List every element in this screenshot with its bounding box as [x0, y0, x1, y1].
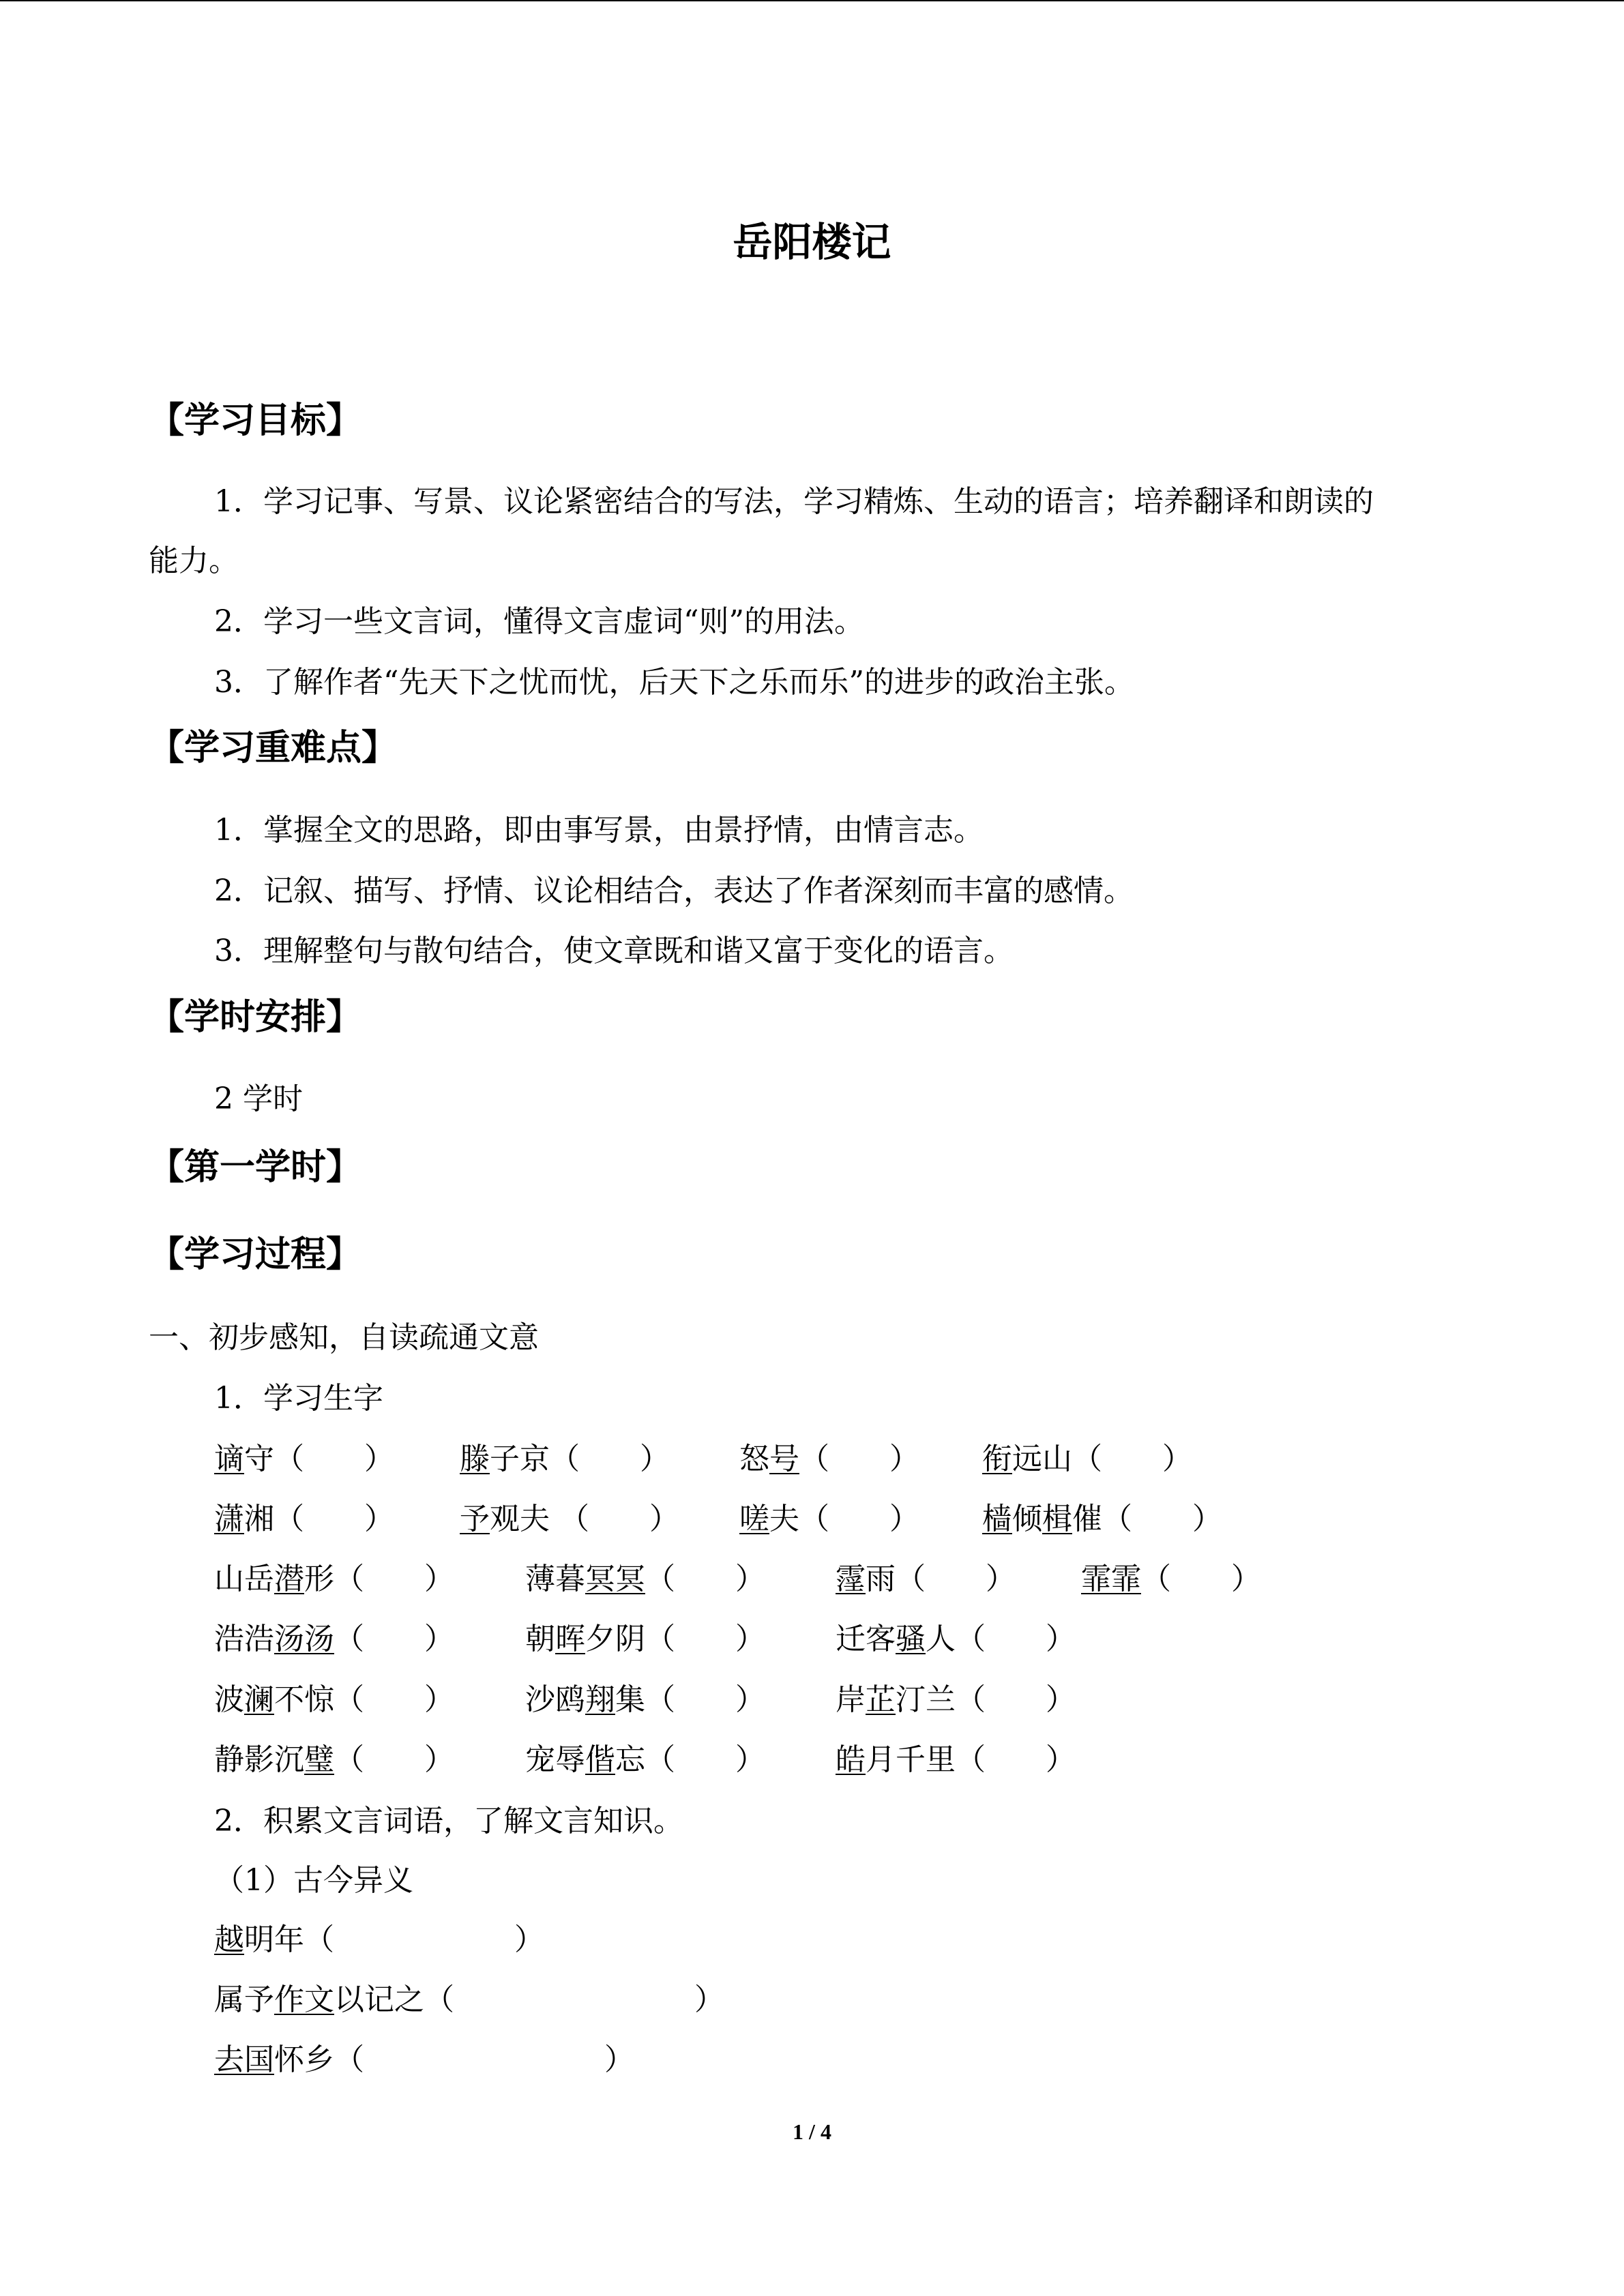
vocab-text: 岸 [836, 1682, 866, 1717]
vocab-item [525, 1741, 765, 1779]
vocab-item [525, 1560, 765, 1598]
vocab-item [836, 1560, 1016, 1598]
vocab-text: （ ） [645, 1562, 765, 1596]
vocab-item [214, 1440, 394, 1478]
key-points-item-1: 1．掌握全文的思路，即由事写景，由景抒情，由情言志。 [214, 813, 984, 848]
underlined-char: 晖 [555, 1622, 585, 1656]
vocab-text: 湘（ ） [244, 1502, 394, 1536]
vocab-text: 观夫 （ ） [490, 1502, 679, 1536]
vocab-text: 山岳 [214, 1562, 274, 1596]
underlined-char: 越 [214, 1922, 244, 1957]
vocab-text: 属予 [214, 1982, 274, 2017]
underlined-char: 澜 [244, 1682, 274, 1717]
vocab-item [525, 1620, 765, 1658]
underlined-char: 作文 [274, 1982, 334, 2017]
vocab-item [1081, 1560, 1261, 1598]
goals-item-2: 2．学习一些文言词，懂得文言虚词“则”的用法。 [214, 604, 864, 639]
vocab-text: 月千里（ ） [866, 1742, 1076, 1777]
goals-item-3: 3．了解作者“先天下之忧而忧，后天下之乐而乐”的进步的政治主张。 [214, 665, 1134, 700]
gujin-item [214, 1921, 544, 1959]
heading-process: 【学习过程】 [149, 1234, 362, 1275]
vocab-text: 人（ ） [926, 1622, 1076, 1656]
goals-item-1-cont: 能力。 [149, 543, 239, 578]
vocab-text: 迁客 [836, 1622, 896, 1656]
key-points-item-3: 3．理解整句与散句结合，使文章既和谐又富于变化的语言。 [214, 934, 1014, 968]
vocab-text: 倾 [1012, 1502, 1042, 1536]
heading-first-period: 【第一学时】 [149, 1147, 362, 1188]
vocab-item [836, 1681, 1076, 1719]
underlined-char: 樯 [982, 1502, 1012, 1536]
top-border-line [0, 0, 1624, 1]
vocab-text: 宠辱 [525, 1742, 585, 1777]
underlined-char: 骚 [896, 1622, 926, 1656]
vocab-text: 汀兰（ ） [896, 1682, 1076, 1717]
vocab-text: 忘（ ） [615, 1742, 765, 1777]
underlined-char: 汤汤 [274, 1622, 334, 1656]
vocab-text: 薄暮 [525, 1562, 585, 1596]
heading-schedule: 【学时安排】 [149, 997, 362, 1038]
underlined-char: 楫 [1042, 1502, 1072, 1536]
vocab-text: 夕阴（ ） [585, 1622, 765, 1656]
key-points-item-2: 2．记叙、描写、抒情、议论相结合，表达了作者深刻而丰富的感情。 [214, 874, 1134, 908]
goals-item-1: 1．学习记事、写景、议论紧密结合的写法，学习精炼、生动的语言；培养翻译和朗读的 [214, 484, 1374, 519]
underlined-char: 衔 [982, 1442, 1012, 1476]
process-sub-2-1: （1）古今异义 [214, 1863, 413, 1898]
vocab-text: 远山（ ） [1012, 1442, 1192, 1476]
underlined-char: 璧 [304, 1742, 334, 1777]
underlined-char: 去国 [214, 2042, 274, 2077]
vocab-item [214, 1681, 454, 1719]
vocab-text: 怀乡（ ） [274, 2042, 634, 2077]
vocab-text: 雨（ ） [866, 1562, 1016, 1596]
underlined-char: 潜 [274, 1562, 304, 1596]
vocab-text: 子京（ ） [490, 1442, 670, 1476]
vocab-text: 沙鸥 [525, 1682, 585, 1717]
vocab-text: 守（ ） [244, 1442, 394, 1476]
vocab-item [214, 1620, 454, 1658]
page-number: 1 / 4 [793, 2119, 831, 2144]
heading-key-points: 【学习重难点】 [149, 728, 398, 769]
schedule-text: 2 学时 [214, 1082, 303, 1116]
process-sub-2: 2．积累文言词语，了解文言知识。 [214, 1804, 683, 1838]
vocab-text: （ ） [334, 1622, 454, 1656]
underlined-char: 霏霏 [1081, 1562, 1141, 1596]
vocab-text: 明年（ ） [244, 1922, 544, 1957]
underlined-char: 皓 [836, 1742, 866, 1777]
underlined-char: 滕 [460, 1442, 490, 1476]
gujin-item [214, 2041, 634, 2079]
vocab-text: 集（ ） [615, 1682, 765, 1717]
vocab-item [214, 1741, 454, 1779]
underlined-char: 谪 [214, 1442, 244, 1476]
underlined-char: 芷 [866, 1682, 896, 1717]
underlined-char: 潇 [214, 1502, 244, 1536]
vocab-item [214, 1500, 394, 1538]
vocab-item [836, 1741, 1076, 1779]
vocab-text: 形（ ） [304, 1562, 454, 1596]
vocab-item [739, 1500, 919, 1538]
process-part-1: 一、初步感知，自读疏通文意 [149, 1320, 539, 1355]
process-sub-1: 1．学习生字 [214, 1381, 383, 1416]
vocab-text: 以记之（ ） [334, 1982, 724, 2017]
vocab-item [460, 1500, 679, 1538]
underlined-char: 翔 [585, 1682, 615, 1717]
underlined-char: 号 [769, 1442, 799, 1476]
vocab-item [525, 1681, 765, 1719]
vocab-item [982, 1500, 1222, 1538]
vocab-text: 浩浩 [214, 1622, 274, 1656]
vocab-text: （ ） [799, 1442, 919, 1476]
vocab-item [836, 1620, 1076, 1658]
vocab-text: 怒 [739, 1442, 769, 1476]
underlined-char: 嗟 [739, 1502, 769, 1536]
heading-goals: 【学习目标】 [149, 400, 362, 441]
gujin-item [214, 1981, 724, 2019]
underlined-char: 冥冥 [585, 1562, 645, 1596]
vocab-text: 波 [214, 1682, 244, 1717]
page-title: 岳阳楼记 [733, 219, 891, 265]
underlined-char: 予 [460, 1502, 490, 1536]
vocab-text: 不惊（ ） [274, 1682, 454, 1717]
vocab-item [214, 1560, 454, 1598]
vocab-text: （ ） [1141, 1562, 1261, 1596]
vocab-text: 催（ ） [1072, 1502, 1222, 1536]
vocab-text: 朝 [525, 1622, 555, 1656]
underlined-char: 偕 [585, 1742, 615, 1777]
vocab-item [460, 1440, 670, 1478]
vocab-text: 夫（ ） [769, 1502, 919, 1536]
vocab-item [982, 1440, 1192, 1478]
vocab-text: （ ） [334, 1742, 454, 1777]
vocab-text: 静影沉 [214, 1742, 304, 1777]
underlined-char: 霪 [836, 1562, 866, 1596]
vocab-item [739, 1440, 919, 1478]
